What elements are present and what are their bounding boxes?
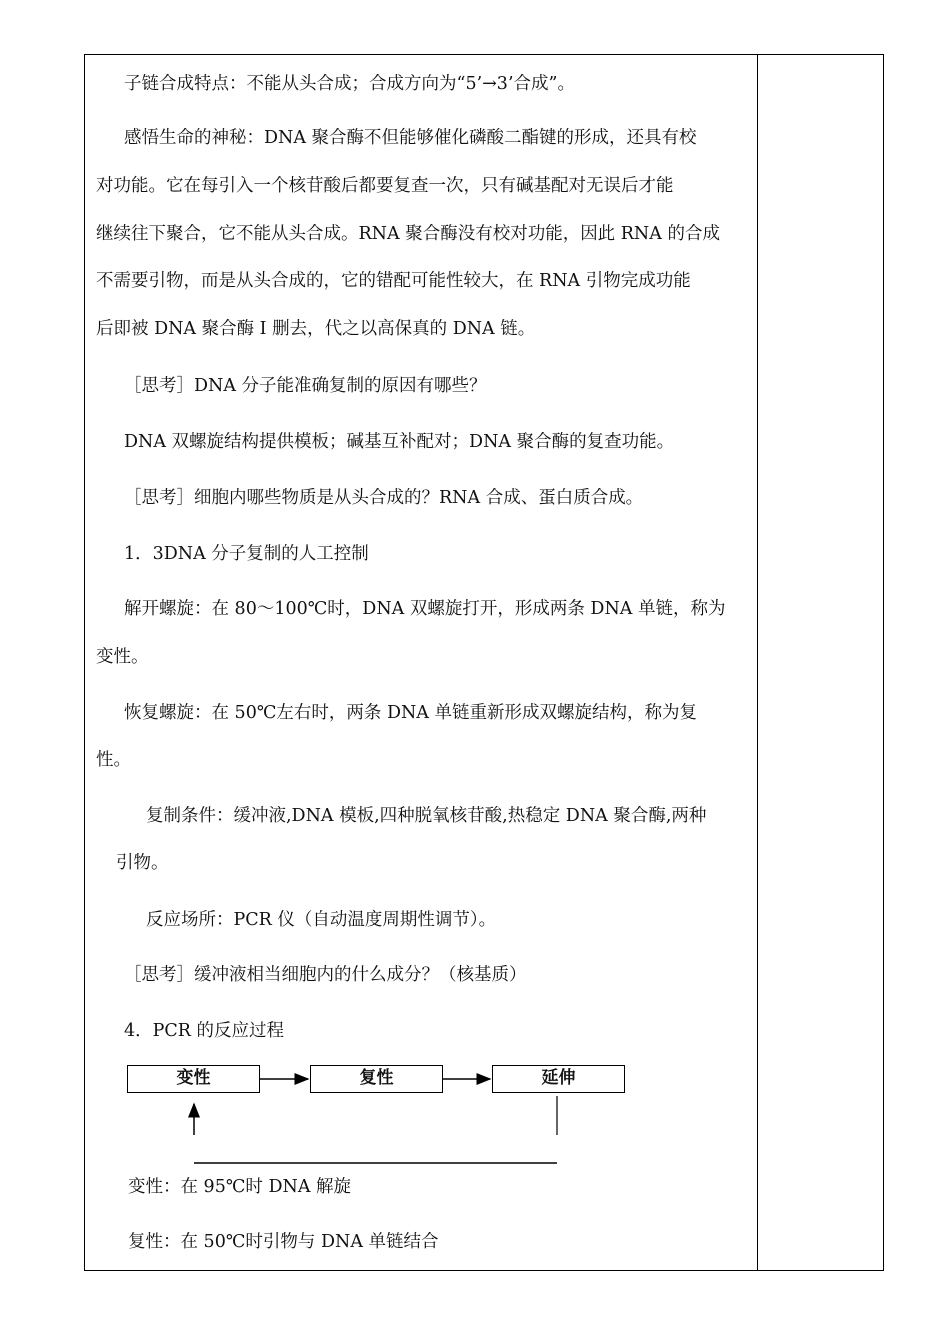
synthesis-feature: 子链合成特点：不能从头合成；合成方向为“5’→3’合成”。 — [124, 74, 575, 94]
flow-step-anneal: 复性 — [310, 1065, 443, 1093]
paragraph-line: 后即被 DNA 聚合酶 I 删去，代之以高保真的 DNA 链。 — [96, 319, 536, 339]
section-heading: 1．3DNA 分子复制的人工控制 — [124, 544, 369, 564]
paragraph-line: 不需要引物，而是从头合成的，它的错配可能性较大，在 RNA 引物完成功能 — [96, 271, 691, 291]
section-heading: 4．PCR 的反应过程 — [124, 1021, 285, 1041]
flow-step-extend: 延伸 — [492, 1065, 625, 1093]
denature-description: 变性：在 95℃时 DNA 解旋 — [128, 1177, 352, 1197]
paragraph-line: 复制条件：缓冲液,DNA 模板,四种脱氧核苷酸,热稳定 DNA 聚合酶,两种 — [146, 806, 707, 826]
paragraph-line: 继续往下聚合，它不能从头合成。RNA 聚合酶没有校对功能，因此 RNA 的合成 — [96, 224, 720, 244]
paragraph-line: 恢复螺旋：在 50℃左右时，两条 DNA 单链重新形成双螺旋结构，称为复 — [124, 703, 698, 723]
paragraph-line: 变性。 — [96, 647, 149, 667]
paragraph-line: 性。 — [96, 750, 131, 770]
paragraph-line: 引物。 — [116, 853, 169, 873]
think-question: ［思考］缓冲液相当细胞内的什么成分？（核基质） — [124, 965, 527, 985]
reaction-site: 反应场所：PCR 仪（自动温度周期性调节）。 — [146, 910, 497, 930]
think-answer: DNA 双螺旋结构提供模板；碱基互补配对；DNA 聚合酶的复查功能。 — [124, 432, 675, 452]
paragraph-line: 感悟生命的神秘：DNA 聚合酶不但能够催化磷酸二酯键的形成，还具有校 — [124, 128, 697, 148]
think-question: ［思考］DNA 分子能准确复制的原因有哪些？ — [124, 376, 487, 396]
paragraph-line: 解开螺旋：在 80～100℃时，DNA 双螺旋打开，形成两条 DNA 单链，称为 — [124, 599, 726, 619]
think-question: ［思考］细胞内哪些物质是从头合成的？RNA 合成、蛋白质合成。 — [124, 488, 644, 508]
flow-step-denature: 变性 — [127, 1065, 260, 1093]
paragraph-line: 对功能。它在每引入一个核苷酸后都要复查一次，只有碱基配对无误后才能 — [96, 176, 674, 196]
anneal-description: 复性：在 50℃时引物与 DNA 单链结合 — [128, 1232, 439, 1252]
